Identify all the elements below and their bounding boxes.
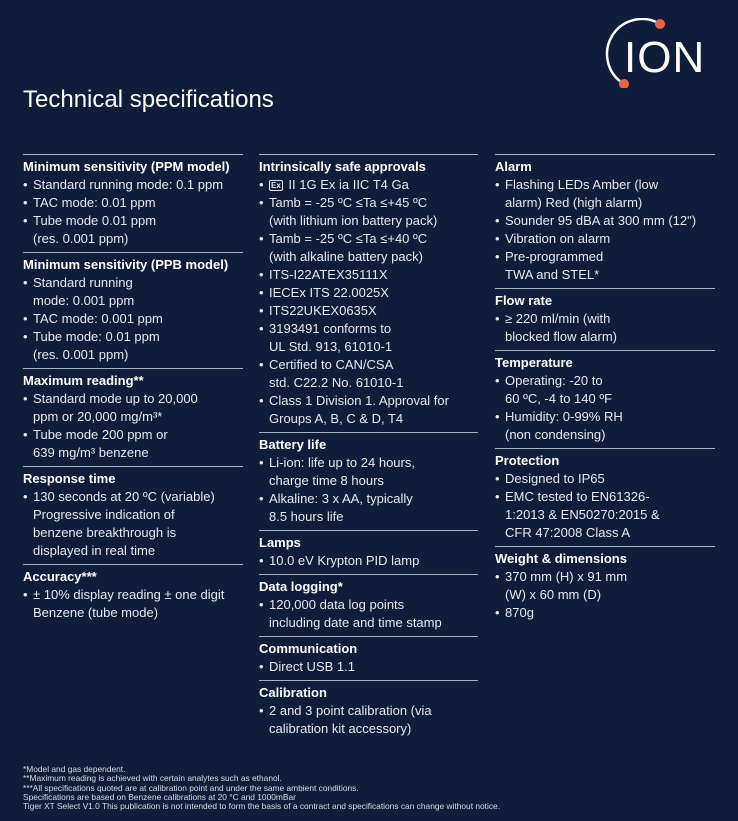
spec-item bbox=[495, 408, 715, 444]
spec-item-line: Ex II 1G Ex ia IIC T4 Ga bbox=[271, 177, 409, 192]
bullet-icon: • bbox=[23, 427, 28, 442]
spec-item-line: 130 seconds at 20 ºC (variable) bbox=[33, 489, 215, 504]
spec-item-line: (res. 0.001 ppm) bbox=[33, 231, 129, 246]
footnotes bbox=[23, 765, 723, 811]
ex-mark-icon: Ex bbox=[271, 181, 281, 190]
spec-item bbox=[259, 284, 478, 302]
bullet-icon: • bbox=[495, 569, 500, 584]
footnote-line: Specifications are based on Benzene calibrations at 20 °C and 1000mBar bbox=[23, 791, 296, 802]
bullet-icon: • bbox=[495, 471, 500, 486]
spec-item-line: TAC mode: 0.001 ppm bbox=[33, 311, 163, 326]
spec-item-line: Class 1 Division 1. Approval for bbox=[269, 393, 449, 408]
spec-item-line: Groups A, B, C & D, T4 bbox=[269, 411, 404, 426]
spec-column-1 bbox=[23, 154, 243, 626]
spec-item bbox=[23, 212, 243, 248]
spec-item bbox=[23, 586, 243, 622]
spec-section-title: Intrinsically safe approvals bbox=[259, 159, 426, 174]
spec-item-line: Standard mode up to 20,000 bbox=[33, 391, 198, 406]
bullet-icon: • bbox=[259, 659, 264, 674]
spec-item-line: Tube mode 200 ppm or bbox=[33, 427, 168, 442]
spec-item-line: 10.0 eV Krypton PID lamp bbox=[269, 553, 420, 568]
spec-item-line: Tube mode 0.01 ppm bbox=[33, 213, 157, 228]
bullet-icon: • bbox=[259, 285, 264, 300]
spec-column-2 bbox=[259, 154, 478, 742]
spec-section bbox=[23, 154, 243, 248]
spec-section bbox=[23, 466, 243, 560]
bullet-icon: • bbox=[495, 231, 500, 246]
spec-section-title: Alarm bbox=[495, 159, 532, 174]
spec-item-line: ITS-I22ATEX35111X bbox=[269, 267, 388, 282]
bullet-icon: • bbox=[23, 275, 28, 290]
spec-item-line: Tube mode: 0.01 ppm bbox=[33, 329, 160, 344]
bullet-icon: • bbox=[495, 311, 500, 326]
spec-item-line: (non condensing) bbox=[505, 427, 606, 442]
spec-item-line: Sounder 95 dBA at 300 mm (12") bbox=[505, 213, 697, 228]
spec-section bbox=[259, 574, 478, 632]
spec-item-line: TAC mode: 0.01 ppm bbox=[33, 195, 156, 210]
bullet-icon: • bbox=[23, 587, 28, 602]
spec-section bbox=[259, 432, 478, 526]
bullet-icon: • bbox=[23, 311, 28, 326]
spec-section bbox=[495, 288, 715, 346]
bullet-icon: • bbox=[259, 321, 264, 336]
spec-item bbox=[495, 604, 715, 622]
spec-item bbox=[259, 266, 478, 284]
spec-item-line: Tamb = -25 ºC ≤Ta ≤+45 ºC bbox=[269, 195, 428, 210]
bullet-icon: • bbox=[23, 489, 28, 504]
footnote-line: ***All specifications quoted are at calibration point and under the same ambient conditions. bbox=[23, 782, 359, 793]
bullet-icon: • bbox=[259, 303, 264, 318]
spec-item-line: UL Std. 913, 61010-1 bbox=[269, 339, 393, 354]
page-title: Technical specifications bbox=[23, 86, 274, 113]
spec-item-line: ≥ 220 ml/min (with bbox=[505, 311, 611, 326]
spec-item-line: ppm or 20,000 mg/m³* bbox=[33, 409, 163, 424]
bullet-icon: • bbox=[259, 231, 264, 246]
spec-item-line: Operating: -20 to bbox=[505, 373, 603, 388]
bullet-icon: • bbox=[495, 409, 500, 424]
spec-item-line: (with lithium ion battery pack) bbox=[269, 213, 438, 228]
spec-section bbox=[23, 252, 243, 364]
spec-item bbox=[495, 488, 715, 542]
spec-item-line: 2 and 3 point calibration (via bbox=[269, 703, 432, 718]
spec-section-title: Protection bbox=[495, 453, 560, 468]
spec-section bbox=[495, 448, 715, 542]
spec-item-line: Standard running bbox=[33, 275, 133, 290]
spec-item-line: Standard running mode: 0.1 ppm bbox=[33, 177, 224, 192]
spec-item-line: (res. 0.001 ppm) bbox=[33, 347, 129, 362]
spec-item-line: Flashing LEDs Amber (low bbox=[505, 177, 659, 192]
spec-item-line: Humidity: 0-99% RH bbox=[505, 409, 623, 424]
spec-item-line: 3193491 conforms to bbox=[269, 321, 392, 336]
spec-item-line: mode: 0.001 ppm bbox=[33, 293, 135, 308]
spec-item-line: benzene breakthrough is bbox=[33, 525, 177, 540]
spec-section-title: Accuracy*** bbox=[23, 569, 97, 584]
spec-item-line: Designed to IP65 bbox=[505, 471, 605, 486]
spec-item-line: EMC tested to EN61326- bbox=[505, 489, 650, 504]
spec-item-line: Benzene (tube mode) bbox=[33, 605, 159, 620]
spec-item-line: alarm) Red (high alarm) bbox=[505, 195, 643, 210]
spec-section-title: Calibration bbox=[259, 685, 327, 700]
spec-item bbox=[259, 392, 478, 428]
spec-item bbox=[259, 454, 478, 490]
spec-item-line: displayed in real time bbox=[33, 543, 156, 558]
spec-item-line: CFR 47:2008 Class A bbox=[505, 525, 631, 540]
spec-item-line: Vibration on alarm bbox=[505, 231, 611, 246]
spec-item-line: ITS22UKEX0635X bbox=[269, 303, 377, 318]
bullet-icon: • bbox=[259, 357, 264, 372]
spec-item bbox=[259, 194, 478, 230]
spec-section bbox=[23, 368, 243, 462]
spec-item bbox=[259, 702, 478, 738]
spec-item-line: 870g bbox=[505, 605, 534, 620]
spec-item bbox=[23, 390, 243, 426]
spec-item-line: 60 ºC, -4 to 140 ºF bbox=[505, 391, 613, 406]
spec-item bbox=[23, 194, 243, 212]
spec-item bbox=[23, 310, 243, 328]
spec-section-title: Flow rate bbox=[495, 293, 553, 308]
spec-section bbox=[259, 680, 478, 738]
spec-item-line: 120,000 data log points bbox=[269, 597, 405, 612]
spec-section-title: Response time bbox=[23, 471, 116, 486]
spec-item-line: ± 10% display reading ± one digit bbox=[33, 587, 225, 602]
spec-section bbox=[23, 564, 243, 622]
bullet-icon: • bbox=[495, 213, 500, 228]
bullet-icon: • bbox=[23, 195, 28, 210]
spec-item-line: Li-ion: life up to 24 hours, bbox=[269, 455, 415, 470]
bullet-icon: • bbox=[259, 491, 264, 506]
spec-item bbox=[259, 302, 478, 320]
spec-item-line: 370 mm (H) x 91 mm bbox=[505, 569, 628, 584]
spec-item-line: 1:2013 & EN50270:2015 & bbox=[505, 507, 660, 522]
spec-item bbox=[495, 212, 715, 230]
spec-item-line: 8.5 hours life bbox=[269, 509, 344, 524]
spec-item-line: Progressive indication of bbox=[33, 507, 175, 522]
spec-section-title: Maximum reading** bbox=[23, 373, 144, 388]
spec-item bbox=[23, 274, 243, 310]
spec-item-line: 639 mg/m³ benzene bbox=[33, 445, 149, 460]
spec-item bbox=[259, 230, 478, 266]
spec-item bbox=[495, 230, 715, 248]
footnote-line: *Model and gas dependent. bbox=[23, 764, 126, 774]
spec-item bbox=[495, 470, 715, 488]
spec-item bbox=[23, 328, 243, 364]
spec-section-title: Temperature bbox=[495, 355, 573, 370]
spec-section bbox=[495, 350, 715, 444]
spec-item-line: blocked flow alarm) bbox=[505, 329, 617, 344]
footnote-line: Tiger XT Select V1.0 This publication is not intended to form the basis of a contract and specifications can change without notice. bbox=[23, 801, 501, 812]
spec-item-line: Pre-programmed bbox=[505, 249, 604, 264]
spec-section-title: Minimum sensitivity (PPM model) bbox=[23, 159, 230, 174]
bullet-icon: • bbox=[259, 177, 264, 192]
spec-section-title: Lamps bbox=[259, 535, 301, 550]
spec-item-line: including date and time stamp bbox=[269, 615, 442, 630]
bullet-icon: • bbox=[259, 455, 264, 470]
bullet-icon: • bbox=[259, 267, 264, 282]
spec-section-title: Communication bbox=[259, 641, 358, 656]
spec-item-line: (with alkaline battery pack) bbox=[269, 249, 423, 264]
spec-item-line: calibration kit accessory) bbox=[269, 721, 412, 736]
spec-item bbox=[495, 176, 715, 212]
spec-item-line: IECEx ITS 22.0025X bbox=[269, 285, 389, 300]
spec-section-title: Weight & dimensions bbox=[495, 551, 627, 566]
spec-column-3 bbox=[495, 154, 715, 626]
bullet-icon: • bbox=[259, 195, 264, 210]
spec-item-line: charge time 8 hours bbox=[269, 473, 384, 488]
bullet-icon: • bbox=[23, 329, 28, 344]
spec-section bbox=[495, 154, 715, 284]
bullet-icon: • bbox=[23, 177, 28, 192]
spec-item bbox=[259, 490, 478, 526]
bullet-icon: • bbox=[259, 553, 264, 568]
spec-section bbox=[259, 154, 478, 428]
spec-section-title: Minimum sensitivity (PPB model) bbox=[23, 257, 229, 272]
spec-section bbox=[495, 546, 715, 622]
bullet-icon: • bbox=[23, 213, 28, 228]
bullet-icon: • bbox=[259, 597, 264, 612]
spec-section-title: Data logging* bbox=[259, 579, 343, 594]
spec-section bbox=[259, 636, 478, 676]
spec-item bbox=[23, 488, 243, 560]
spec-item bbox=[259, 356, 478, 392]
spec-item bbox=[495, 372, 715, 408]
bullet-icon: • bbox=[495, 373, 500, 388]
spec-item bbox=[259, 176, 478, 194]
spec-section-title: Battery life bbox=[259, 437, 327, 452]
spec-item bbox=[259, 552, 478, 570]
spec-item-line: std. C22.2 No. 61010-1 bbox=[269, 375, 404, 390]
spec-item bbox=[259, 596, 478, 632]
bullet-icon: • bbox=[495, 177, 500, 192]
spec-item-line: Direct USB 1.1 bbox=[269, 659, 355, 674]
spec-item bbox=[259, 658, 478, 676]
spec-item-line: Certified to CAN/CSA bbox=[269, 357, 394, 372]
logo-text: ION bbox=[624, 33, 706, 82]
spec-item-line: Alkaline: 3 x AA, typically bbox=[269, 491, 413, 506]
spec-item bbox=[259, 320, 478, 356]
bullet-icon: • bbox=[495, 489, 500, 504]
spec-item bbox=[495, 310, 715, 346]
spec-item-line: Tamb = -25 ºC ≤Ta ≤+40 ºC bbox=[269, 231, 428, 246]
footnote-line: **Maximum reading is achieved with certain analytes such as ethanol. bbox=[23, 773, 282, 784]
spec-item bbox=[495, 248, 715, 284]
spec-section bbox=[259, 530, 478, 570]
spec-item bbox=[23, 426, 243, 462]
bullet-icon: • bbox=[495, 605, 500, 620]
spec-item bbox=[495, 568, 715, 604]
spec-item-line: (W) x 60 mm (D) bbox=[505, 587, 602, 602]
bullet-icon: • bbox=[495, 249, 500, 264]
bullet-icon: • bbox=[23, 391, 28, 406]
bullet-icon: • bbox=[259, 393, 264, 408]
spec-item bbox=[23, 176, 243, 194]
spec-item-line: TWA and STEL* bbox=[505, 267, 600, 282]
bullet-icon: • bbox=[259, 703, 264, 718]
